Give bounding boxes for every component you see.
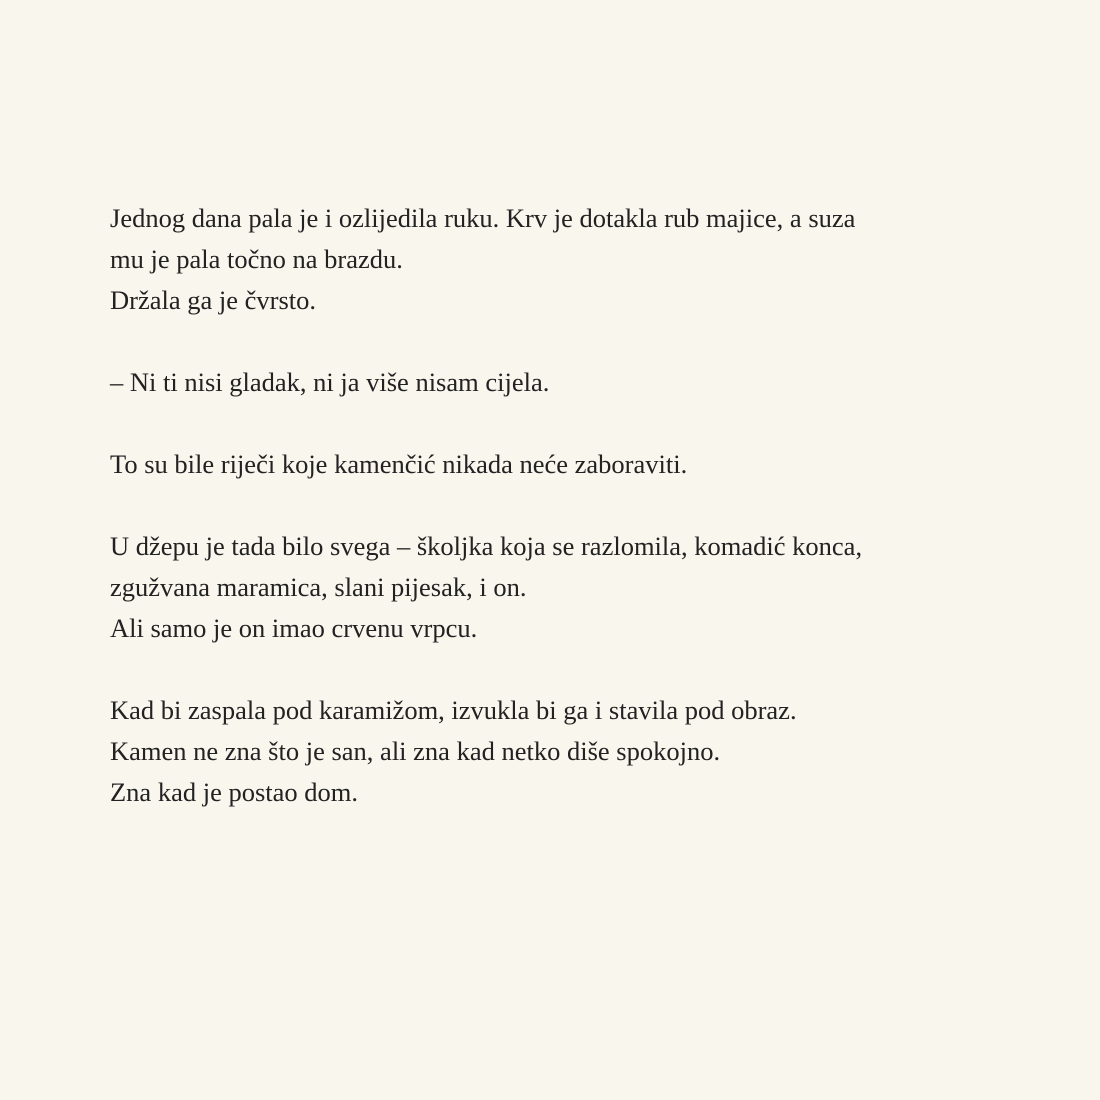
text-line: Zna kad je postao dom. xyxy=(110,777,359,807)
text-line: Držala ga je čvrsto. xyxy=(110,285,317,315)
paragraph-spacer xyxy=(110,321,1040,362)
paragraph-spacer xyxy=(110,403,1040,444)
paragraph-spacer xyxy=(110,485,1040,526)
text-line: mu je pala točno na brazdu. xyxy=(110,244,403,274)
paragraph-pocket xyxy=(110,526,1040,649)
paragraph-sleep xyxy=(110,690,1040,813)
text-line: U džepu je tada bilo svega – školjka koja se razlomila, komadić konca, xyxy=(110,531,863,561)
text-line: Jednog dana pala je i ozlijedila ruku. Krv je dotakla rub majice, a suza xyxy=(110,203,856,233)
text-line: – Ni ti nisi gladak, ni ja više nisam cijela. xyxy=(110,367,550,397)
text-line: Kamen ne zna što je san, ali zna kad netko diše spokojno. xyxy=(110,736,721,766)
paragraph-fall xyxy=(110,198,1040,321)
text-line: Ali samo je on imao crvenu vrpcu. xyxy=(110,613,478,643)
paragraph-dialogue xyxy=(110,362,1040,403)
paragraph-spacer xyxy=(110,649,1040,690)
text-line: To su bile riječi koje kamenčić nikada neće zaboraviti. xyxy=(110,449,688,479)
paragraph-words xyxy=(110,444,1040,485)
text-line: Kad bi zaspala pod karamižom, izvukla bi ga i stavila pod obraz. xyxy=(110,695,797,725)
text-line: zgužvana maramica, slani pijesak, i on. xyxy=(110,572,527,602)
